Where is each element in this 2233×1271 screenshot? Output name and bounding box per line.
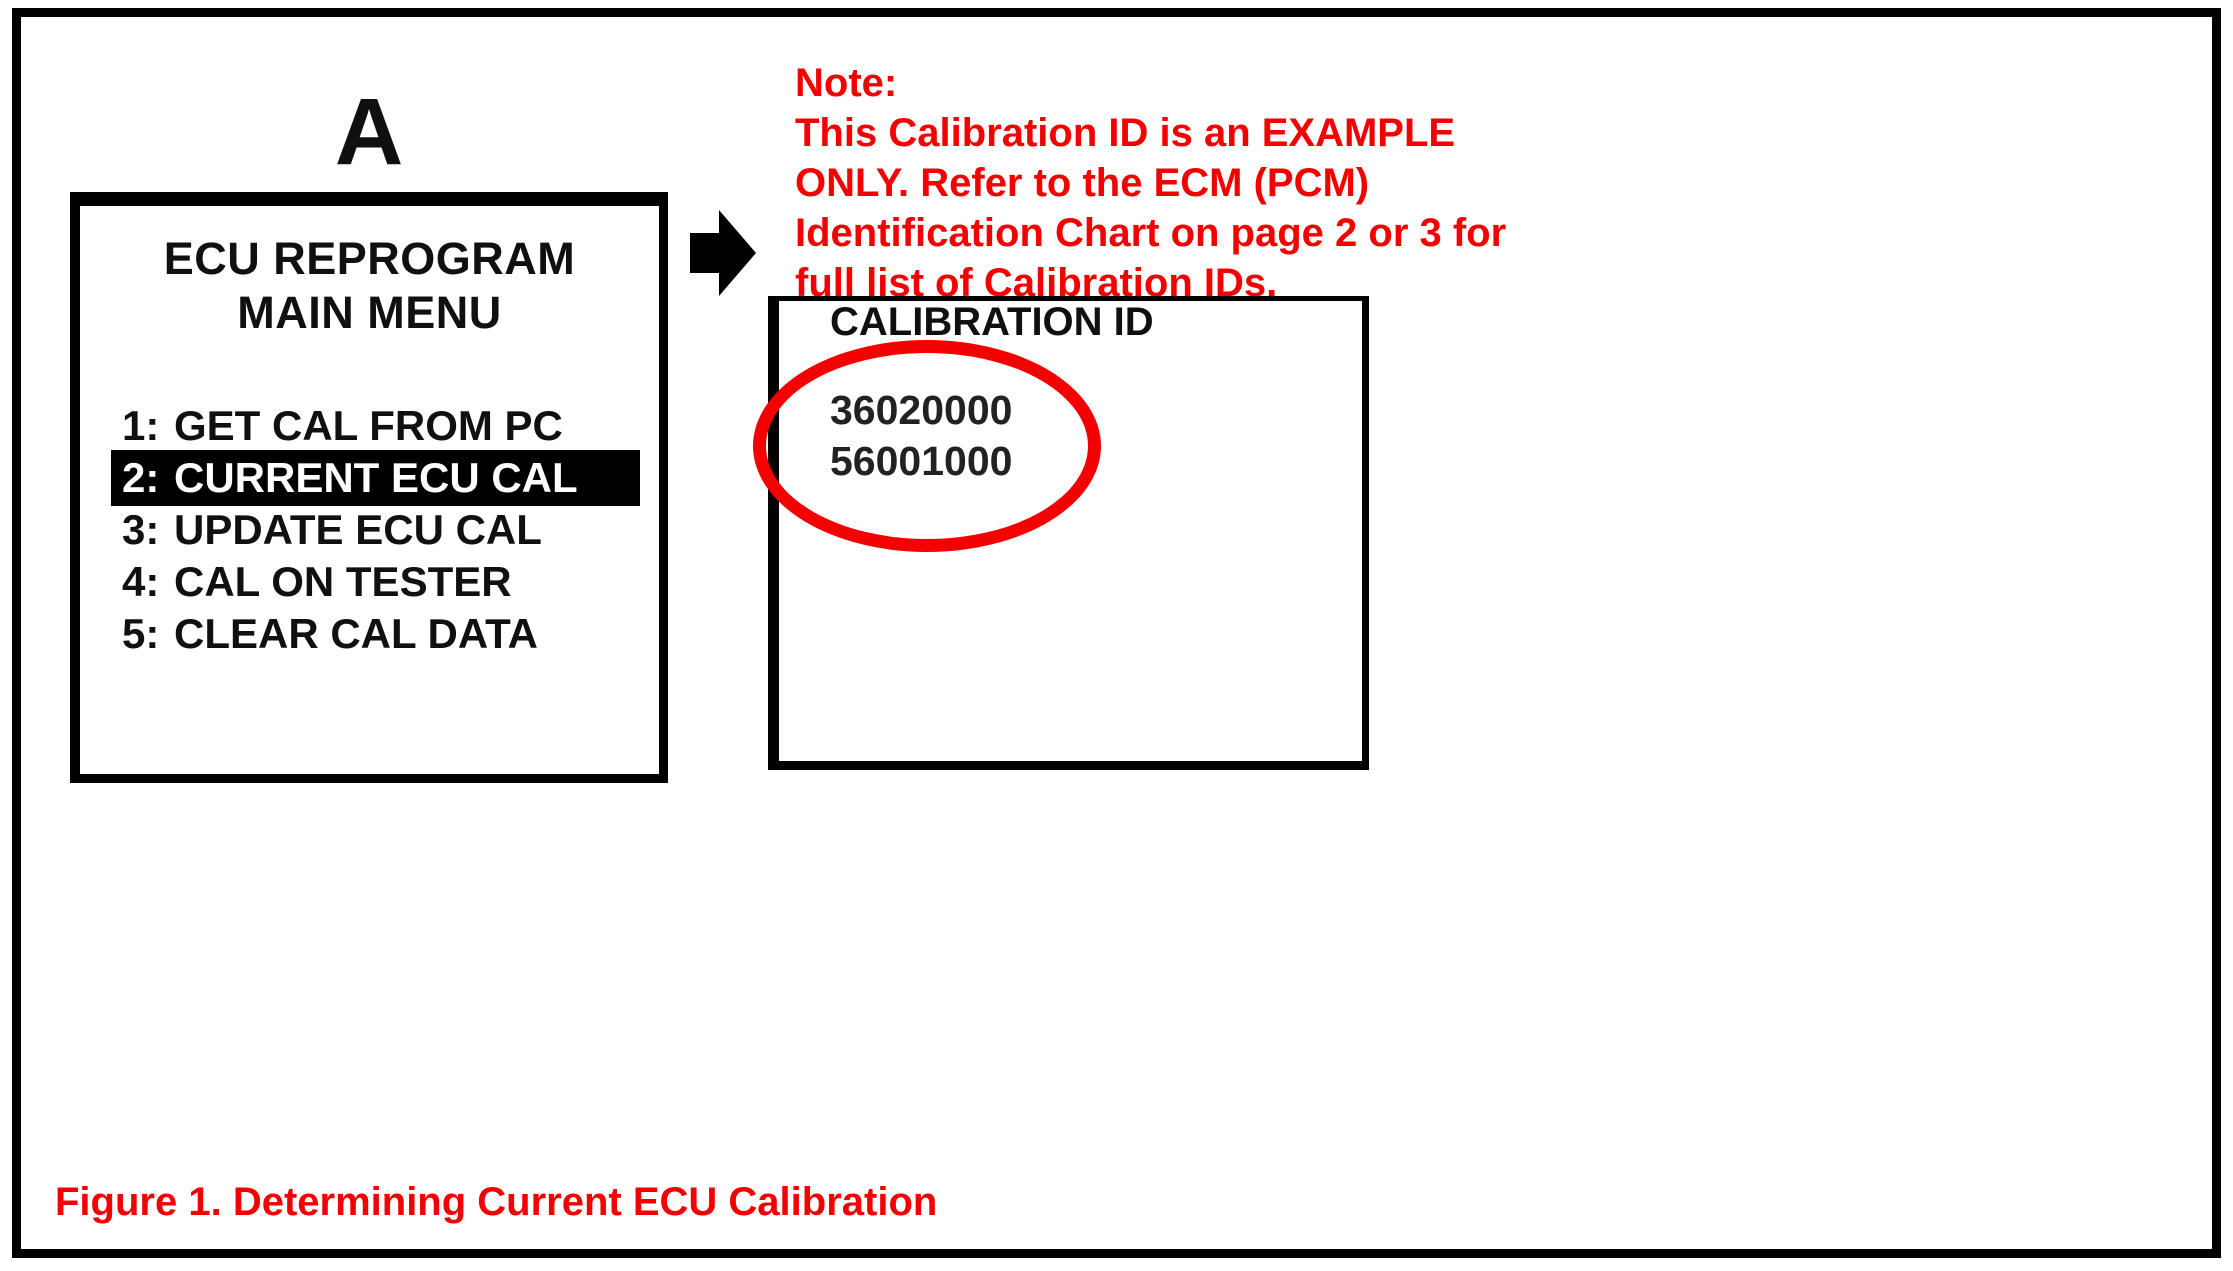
menu-item-label: UPDATE ECU CAL [174,506,542,553]
calibration-id-title: CALIBRATION ID [830,300,1154,344]
menu-item-number: 1: [122,402,160,449]
menu-item-number: 2: [122,454,160,501]
note-line: ONLY. Refer to the ECM (PCM) [795,161,1370,205]
menu-item-label: CAL ON TESTER [174,558,512,605]
note-line: This Calibration ID is an EXAMPLE [795,111,1456,155]
menu-item-label: CLEAR CAL DATA [174,610,538,657]
note-text [795,58,1506,308]
figure-caption: Figure 1. Determining Current ECU Calibration [55,1180,938,1224]
note-line: Identification Chart on page 2 or 3 for [795,211,1507,255]
menu-item-label: CURRENT ECU CAL [174,454,578,501]
menu-list [80,400,659,660]
menu-item-get-cal-from-pc [80,400,659,452]
menu-item-cal-on-tester [80,556,659,608]
note-line: Note: [795,61,898,105]
panel-a-label: A [334,79,404,185]
menu-item-update-ecu-cal [80,504,659,556]
calibration-id-value: 36020000 [830,387,1013,433]
menu-item-clear-cal-data [80,608,659,660]
menu-item-number: 3: [122,506,160,553]
ecu-reprogram-main-menu-screen [70,192,668,783]
note-line: full list of Calibration IDs. [795,261,1278,305]
menu-item-number: 4: [122,558,160,605]
left-screen-title [80,232,659,340]
right-arrow-icon [690,210,756,296]
menu-item-current-ecu-cal-selected [111,450,640,506]
menu-item-label: GET CAL FROM PC [174,402,563,449]
calibration-id-value: 56001000 [830,438,1013,484]
red-circle-annotation [753,340,1101,552]
left-screen-title-line1: ECU REPROGRAM [163,233,576,284]
menu-item-number: 5: [122,610,160,657]
left-screen-title-line2: MAIN MENU [237,287,502,338]
